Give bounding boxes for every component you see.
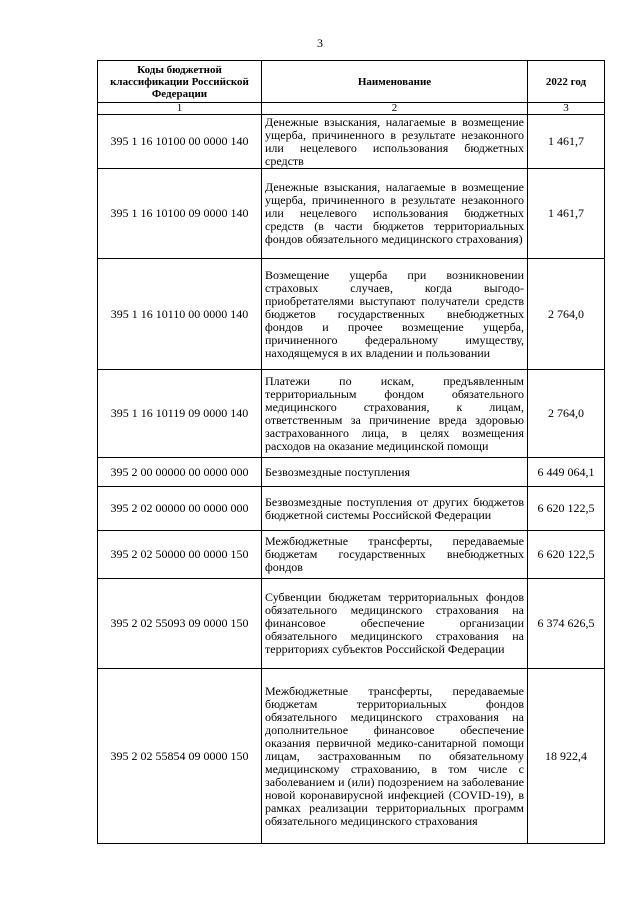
- header-row: [98, 61, 605, 103]
- value-cell: 1 461,7: [528, 169, 605, 259]
- name-cell: Денежные взыскания, налагаемые в возмещение ущерба, причиненного в результате незаконного или нецелевого использования бюджетных средств: [262, 115, 528, 169]
- value-cell: 2 764,0: [528, 259, 605, 370]
- value-cell: 6 620 122,5: [528, 487, 605, 531]
- name-cell: Денежные взыскания, налагаемые в возмещение ущерба, причиненного в результате незаконного или нецелевого использования бюджетных средств (в части бюджетов территориальных фондов обязательного медицинского страхования): [262, 169, 528, 259]
- page-number: 3: [317, 36, 323, 50]
- name-cell: Платежи по искам, предъявленным территориальным фондом обязательного медицинского страхования, к лицам, ответственным за причинение вреда здоровью застрахованного лица, в целях возмещения расходов на оказание медицинской помощи: [262, 370, 528, 458]
- name-cell: Межбюджетные трансферты, передаваемые бюджетам государственных внебюджетных фондов: [262, 531, 528, 579]
- name-cell: Возмещение ущерба при возникновении страховых случаев, когда выгодо-приобретателями выступают получатели средств бюджетов государственных внебюджетных фондов и прочее возмещение ущерба, причиненного федеральному имуществу, находящемуся в их владении и пользовании: [262, 259, 528, 370]
- value-cell: 6 449 064,1: [528, 458, 605, 487]
- table-row: [98, 115, 605, 169]
- column-number-3: 3: [528, 103, 605, 115]
- table-row: [98, 370, 605, 458]
- budget-code-cell: 395 1 16 10119 09 0000 140: [98, 370, 262, 458]
- budget-code-cell: 395 2 02 50000 00 0000 150: [98, 531, 262, 579]
- header-name: Наименование: [262, 61, 528, 103]
- budget-code-cell: 395 2 02 55093 09 0000 150: [98, 579, 262, 669]
- table-row: [98, 669, 605, 844]
- value-cell: 2 764,0: [528, 370, 605, 458]
- header-code: Коды бюджетной классификации Российской Федерации: [98, 61, 262, 103]
- table-row: [98, 487, 605, 531]
- column-number-2: 2: [262, 103, 528, 115]
- table-row: [98, 259, 605, 370]
- column-number-1: 1: [98, 103, 262, 115]
- header-year: 2022 год: [528, 61, 605, 103]
- value-cell: 6 374 626,5: [528, 579, 605, 669]
- budget-code-cell: 395 2 00 00000 00 0000 000: [98, 458, 262, 487]
- table-row: [98, 579, 605, 669]
- name-cell: Безвозмездные поступления от других бюджетов бюджетной системы Российской Федерации: [262, 487, 528, 531]
- budget-code-cell: 395 2 02 00000 00 0000 000: [98, 487, 262, 531]
- budget-code-cell: 395 1 16 10100 09 0000 140: [98, 169, 262, 259]
- name-cell: Безвозмездные поступления: [262, 458, 528, 487]
- value-cell: 1 461,7: [528, 115, 605, 169]
- table-row: [98, 531, 605, 579]
- column-numbers-row: [98, 103, 605, 115]
- budget-code-cell: 395 1 16 10110 00 0000 140: [98, 259, 262, 370]
- value-cell: 18 922,4: [528, 669, 605, 844]
- budget-table: [97, 60, 605, 844]
- table-row: [98, 169, 605, 259]
- name-cell: Межбюджетные трансферты, передаваемые бюджетам территориальных фондов обязательного медицинского страхования на дополнительное финансовое обеспечение оказания первичной медико-санитарной помощи лицам, застрахованным по обязательному медицинскому страхованию, в том числе с заболеванием и (или) подозрением на заболевание новой коронавирусной инфекцией (COVID-19), в рамках реализации территориальных программ обязательного медицинского страхования: [262, 669, 528, 844]
- budget-code-cell: 395 2 02 55854 09 0000 150: [98, 669, 262, 844]
- name-cell: Субвенции бюджетам территориальных фондов обязательного медицинского страхования на финансовое обеспечение организации обязательного медицинского страхования на территориях субъектов Российской Федерации: [262, 579, 528, 669]
- budget-code-cell: 395 1 16 10100 00 0000 140: [98, 115, 262, 169]
- value-cell: 6 620 122,5: [528, 531, 605, 579]
- table-row: [98, 458, 605, 487]
